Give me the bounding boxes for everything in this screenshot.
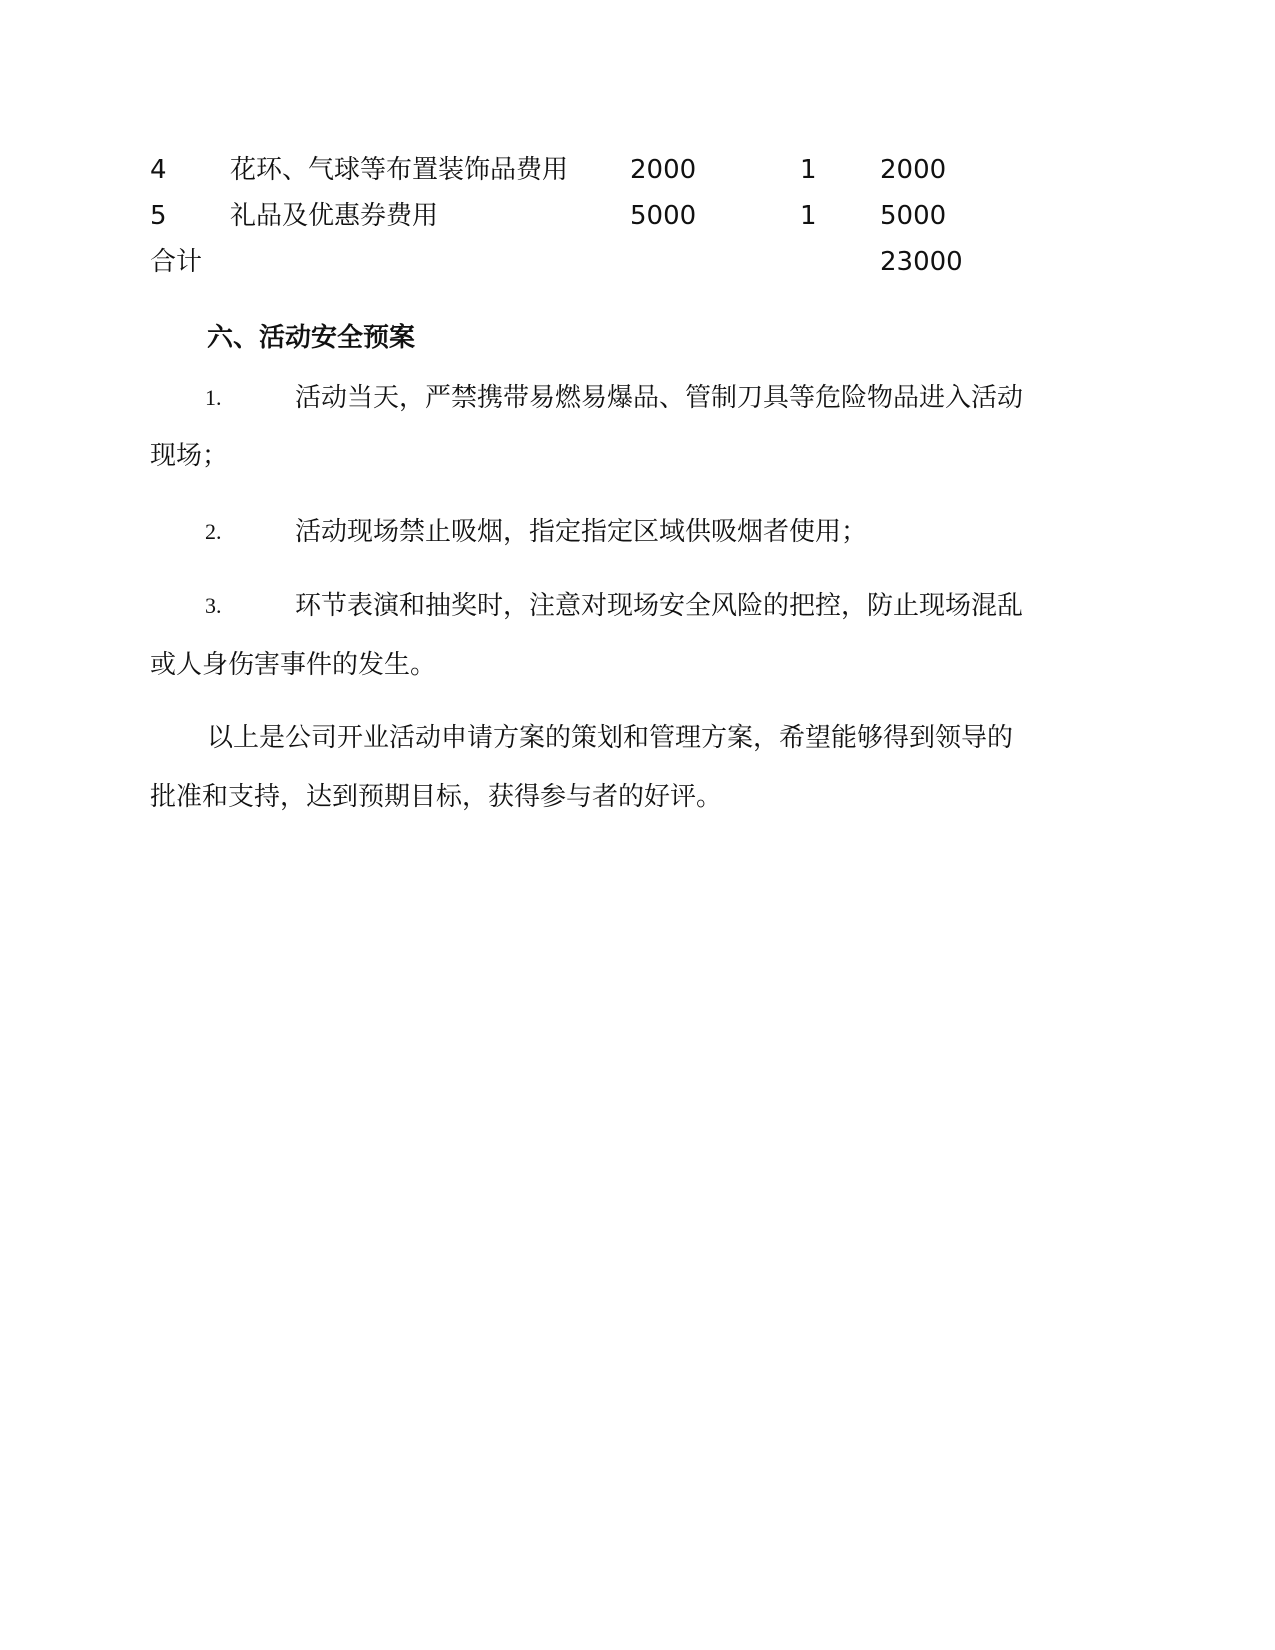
list-number: 3.: [205, 593, 222, 618]
list-item-text: 活动现场禁止吸烟，指定指定区域供吸烟者使用；: [295, 517, 868, 547]
row-total: 2000: [880, 155, 947, 185]
closing-paragraph-line: 以上是公司开业活动申请方案的策划和管理方案，希望能够得到领导的: [207, 723, 1014, 753]
list-item-text: 活动当天，严禁携带易燃易爆品、管制刀具等危险物品进入活动: [295, 383, 1024, 413]
list-item-text-continued: 或人身伤害事件的发生。: [150, 650, 437, 680]
row-price: 5000: [630, 201, 697, 231]
row-price: 2000: [630, 155, 697, 185]
table-row: [150, 196, 1050, 236]
table-sum-row: [150, 242, 1050, 282]
closing-paragraph-line: 批准和支持，达到预期目标，获得参与者的好评。: [150, 782, 723, 812]
sum-value: 23000: [880, 247, 963, 277]
row-number: 5: [150, 201, 167, 231]
list-item-text: 环节表演和抽奖时，注意对现场安全风险的把控，防止现场混乱: [295, 591, 1024, 621]
list-number: 1.: [205, 385, 222, 410]
row-item: 花环、气球等布置装饰品费用: [230, 155, 569, 185]
row-total: 5000: [880, 201, 947, 231]
row-quantity: 1: [800, 201, 817, 231]
row-number: 4: [150, 155, 167, 185]
list-number: 2.: [205, 519, 222, 544]
row-quantity: 1: [800, 155, 817, 185]
sum-label: 合计: [150, 247, 203, 277]
section-heading: 六、活动安全预案: [207, 323, 416, 353]
table-row: [150, 150, 1050, 190]
row-item: 礼品及优惠券费用: [230, 201, 439, 231]
list-item-text-continued: 现场；: [150, 441, 229, 471]
